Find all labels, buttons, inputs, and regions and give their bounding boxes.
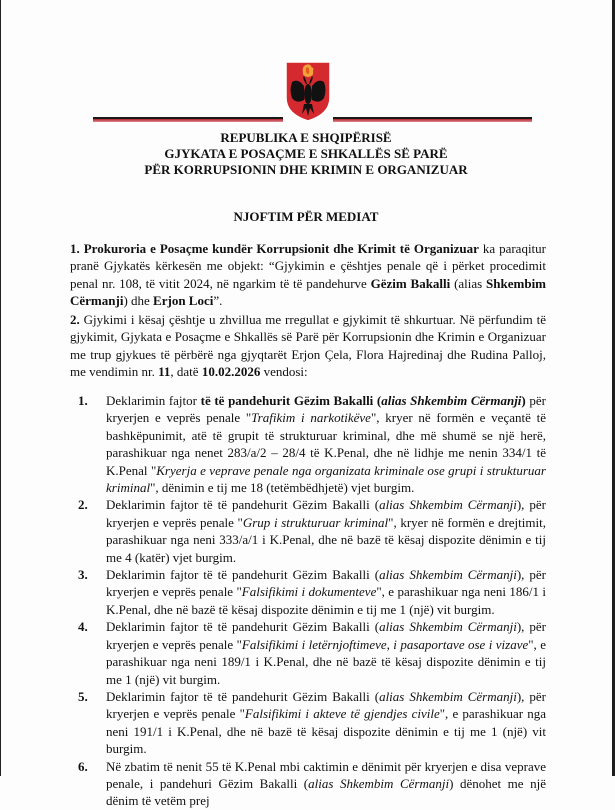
verdict-item-text: alias Shkembim Cërmanji [379, 497, 517, 513]
verdict-item [78, 496, 546, 566]
verdict-item-text: Në zbatim të nenit 55 të K.Penal mbi caktimin e dënimit për kryerjen e disa veprave penale, i pandehuri Gëzim Bakalli ( [106, 758, 546, 791]
verdict-item-text: alias Shkembim Cërmanji [379, 688, 517, 704]
verdict-item [78, 392, 546, 496]
notice-title: NJOFTIM PËR MEDIAT [233, 209, 379, 224]
header-rule-left [93, 117, 283, 122]
verdict-item-number: 2. [78, 497, 88, 513]
paragraph-text: vendosi: [260, 364, 308, 380]
paragraph-2 [70, 311, 546, 381]
page-edge-left [0, 0, 1, 776]
verdict-item-text: Trafikim i narkotikëve [251, 410, 371, 426]
decision-number: 11 [158, 364, 171, 380]
paragraph-text: Gjykimi i kësaj çështje u zhvillua me rregullat e gjykimit të shkurtuar. Në përfundim të gjykimit, Gjykata e Posaçme e Shkallës së Parë për Korrupsionin dhe Krimin e Organizuar me trup gjykues të përbërë nga gjyqtarët Erjon Çela, Flora Hajredinaj dhe Rudina Palloj, me vendimin nr. [70, 312, 546, 380]
paragraph-text: ) dhe [123, 293, 154, 309]
paragraph-text: ”. [213, 293, 223, 309]
verdict-item-text: ", dënimin e tij me 18 (tetëmbëdhjetë) vjet burgim. [150, 480, 415, 496]
verdict-item-number: 4. [78, 619, 88, 635]
verdict-list [78, 392, 546, 810]
verdict-item [78, 688, 546, 758]
verdict-item [78, 758, 546, 810]
defendant-name: Gëzim Bakalli [370, 275, 451, 291]
verdict-item-text: Falsifikimi i dokumenteve [241, 584, 377, 600]
header-line-republic: REPUBLIKA E SHQIPËRISË [220, 130, 392, 145]
verdict-item-text: ), për kryerjen e veprës penale " [106, 619, 546, 652]
paragraph-text: (alias [450, 275, 487, 291]
albanian-coat-of-arms-icon [284, 60, 332, 122]
header-line-jurisdiction: PËR KORRUPSIONIN DHE KRIMIN E ORGANIZUAR [144, 162, 468, 177]
verdict-item-text: të të pandehurit Gëzim Bakalli ( [200, 393, 382, 408]
verdict-item-text: Falsifikimi i akteve të gjendjes civile [244, 706, 440, 722]
verdict-item-text: alias Shkembim Cërmanji [379, 567, 517, 583]
verdict-item-text: ), për kryerjen e veprës penale " [106, 497, 546, 530]
paragraph-number: 1. [70, 241, 80, 256]
header-line-court: GJYKATA E POSAÇME E SHKALLËS SË PARË [164, 146, 448, 161]
verdict-item-text: Deklarimin fajtor [106, 393, 201, 408]
verdict-item-text: Deklarimin fajtor të të pandehurit Gëzim Bakalli ( [106, 497, 380, 513]
paragraph-text: , datë [170, 364, 202, 380]
verdict-item-text: alias Shkembim Cërmanji [379, 619, 517, 635]
defendant-alias: Shkembim Cërmanji [70, 275, 547, 309]
verdict-item [78, 566, 546, 618]
header-rule-right [333, 117, 532, 122]
verdict-item-text: ", kryer në formën e veçantë të bashkëpunimit, atë të grupit të strukturuar kriminal, dhe më shumë se një herë, parashikuar nga nenet 283/a/2 – 28/4 të K.Penal, dhe në lidhje me nenin 334/1 të K.Penal " [106, 410, 546, 478]
verdict-item-text: ", kryer në formën e drejtimit, parashikuar nga neni 333/a/1 i K.Penal, dhe në bazë të kësaj dispozite dënimin e tij me 4 (katër) vjet burgim. [106, 514, 546, 565]
verdict-item [78, 618, 546, 688]
decision-date: 10.02.2026 [201, 364, 261, 380]
verdict-item-number: 3. [78, 567, 88, 583]
verdict-item-text: alias Shkembim Cërmanji [308, 775, 450, 791]
prosecutor-name: Prokuroria e Posaçme kundër Korrupsionit dhe Krimit të Organizuar [83, 241, 479, 256]
verdict-item-text: alias Shkembim Cërmanji [381, 393, 522, 408]
verdict-item-text: ", e parashikuar nga neni 186/1 i K.Penal, dhe në bazë të kësaj dispozite dënimin e tij me 1 (një) vit burgim. [106, 584, 546, 617]
verdict-item-text: Kryerja e veprave penale nga organizata kriminale ose grupi i strukturuar kriminal [106, 462, 546, 496]
verdict-item-number: 6. [78, 758, 88, 774]
paragraph-1 [70, 240, 546, 310]
verdict-item-text: ", e parashikuar nga neni 191/1 i K.Penal, dhe në bazë të kësaj dispozite dënimin e tij me 1 (një) vit burgim. [106, 706, 546, 757]
verdict-item-text: për kryerjen e veprës penale " [106, 393, 546, 426]
verdict-item-text: ), për kryerjen e veprës penale " [106, 567, 546, 600]
verdict-item-text: ) [521, 393, 526, 408]
verdict-item-text: Deklarimin fajtor të të pandehurit Gëzim Bakalli ( [106, 567, 380, 583]
verdict-item-text: ) dënohet me një dënim të vetëm prej [106, 775, 546, 809]
verdict-item-text: Deklarimin fajtor të të pandehurit Gëzim Bakalli ( [106, 619, 380, 635]
verdict-item-text: ), për kryerjen e veprës penale " [106, 688, 546, 722]
court-header [0, 130, 612, 178]
verdict-item-text: ", e parashikuar nga neni 189/1 i K.Penal, dhe në bazë të kësaj dispozite dënimin e tij me 1 (një) vit burgim. [106, 636, 546, 687]
paragraph-number: 2. [70, 312, 80, 327]
verdict-item-number: 5. [78, 688, 88, 704]
verdict-item-number: 1. [78, 393, 88, 408]
paragraph-text: ka paraqitur pranë Gjykatës kërkesën me objekt: “Gjykimin e çështjes penale që i përket procedimit penal nr. 108, të vitit 2024, në ngarkim të të pandehurve [70, 241, 546, 291]
defendant-name: Erjon Loci [153, 293, 214, 309]
verdict-item-text: Falsifikimi i letërnjoftimeve, i pasaportave ose i vizave [241, 636, 529, 652]
verdict-item-text: Deklarimin fajtor të të pandehurit Gëzim Bakalli ( [106, 688, 380, 704]
verdict-item-text: Grup i strukturuar kriminal [242, 514, 389, 530]
